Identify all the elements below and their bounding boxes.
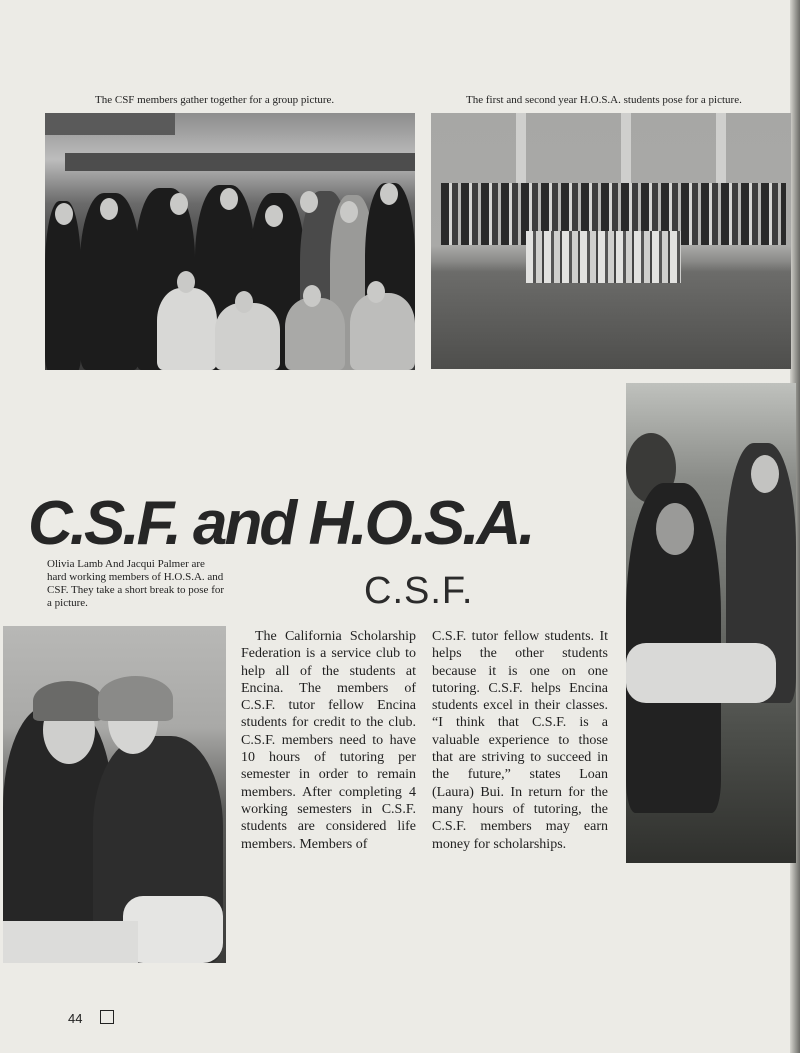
- page-headline: C.S.F. and H.O.S.A.: [28, 488, 533, 558]
- caption-olivia-jacqui: Olivia Lamb And Jacqui Palmer are hard working members of H.O.S.A. and CSF. They take a short break to pose for a picture.: [47, 558, 225, 609]
- caption-csf-group: The CSF members gather together for a group picture.: [95, 94, 335, 106]
- body-column-1: The California Scholarship Federation is a service club to help all of the students at Encina. The members of C.S.F. tutor fellow Encina students for credit to the club. C.S.F. members need to have 10 hours of tutoring per semester in order to remain members. After completing 4 working semesters in C.S.F. students are considered life members. Members of: [241, 629, 416, 852]
- body-column-2: C.S.F. tutor fellow students. It helps the other students because it is one on one tutoring. C.S.F. helps Encina students excel in their classes. “I think that C.S.F. is a valuable experience to those that are striving to succeed in the future,” states Loan (Laura) Bui. In return for the many hours of tutoring, the C.S.F. members may earn money for scholarships.: [432, 629, 608, 852]
- photo-olivia-jacqui: [3, 626, 226, 963]
- photo-csf-group: [45, 113, 415, 370]
- section-subhead: C.S.F.: [364, 570, 474, 612]
- page-number: 44: [68, 1011, 83, 1026]
- caption-hosa-group: The first and second year H.O.S.A. students pose for a picture.: [466, 94, 742, 106]
- photo-hosa-group: [431, 113, 791, 369]
- photo-students-outdoors: [626, 383, 796, 863]
- page-marker-box: [100, 1010, 114, 1024]
